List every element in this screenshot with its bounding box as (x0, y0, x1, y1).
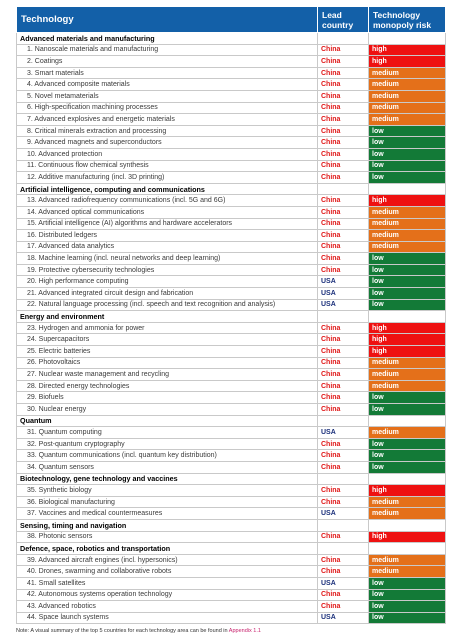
technology-name: 13. Advanced radiofrequency communications (incl. 5G and 6G) (17, 195, 318, 207)
section-empty-cell (318, 415, 369, 427)
lead-country: China (318, 392, 369, 404)
monopoly-risk-badge: low (369, 276, 446, 288)
lead-country: China (318, 346, 369, 358)
section-empty-cell (318, 311, 369, 323)
lead-country: China (318, 461, 369, 473)
monopoly-risk-badge: medium (369, 206, 446, 218)
section-title: Sensing, timing and navigation (17, 519, 318, 531)
table-row (17, 288, 446, 300)
section-row (17, 473, 446, 485)
lead-country: China (318, 125, 369, 137)
footnote-text: Note: A visual summary of the top 5 countries for each technology area can be found in (16, 628, 229, 634)
section-empty-cell (369, 183, 446, 195)
monopoly-risk-badge: medium (369, 230, 446, 242)
table-row (17, 589, 446, 601)
monopoly-risk-badge: high (369, 195, 446, 207)
technology-name: 5. Novel metamaterials (17, 90, 318, 102)
table-row (17, 601, 446, 613)
monopoly-risk-badge: low (369, 172, 446, 184)
monopoly-risk-badge: medium (369, 79, 446, 91)
technology-name: 6. High-specification machining processes (17, 102, 318, 114)
technology-name: 3. Smart materials (17, 67, 318, 79)
lead-country: China (318, 589, 369, 601)
monopoly-risk-badge: medium (369, 241, 446, 253)
section-empty-cell (318, 473, 369, 485)
table-row (17, 346, 446, 358)
section-row (17, 33, 446, 45)
lead-country: China (318, 206, 369, 218)
table-row (17, 322, 446, 334)
monopoly-risk-badge: low (369, 253, 446, 265)
table-row (17, 56, 446, 68)
monopoly-risk-badge: medium (369, 67, 446, 79)
table-row (17, 369, 446, 381)
monopoly-risk-badge: medium (369, 566, 446, 578)
table-row (17, 160, 446, 172)
table-row (17, 531, 446, 543)
lead-country: China (318, 485, 369, 497)
lead-country: China (318, 369, 369, 381)
lead-country: China (318, 172, 369, 184)
table-row (17, 380, 446, 392)
table-row (17, 438, 446, 450)
technology-name: 23. Hydrogen and ammonia for power (17, 322, 318, 334)
table-row (17, 392, 446, 404)
technology-name: 7. Advanced explosives and energetic materials (17, 114, 318, 126)
technology-name: 1. Nanoscale materials and manufacturing (17, 44, 318, 56)
table-row (17, 195, 446, 207)
table-row (17, 554, 446, 566)
monopoly-risk-badge: high (369, 322, 446, 334)
technology-name: 20. High performance computing (17, 276, 318, 288)
table-row (17, 148, 446, 160)
table-row (17, 276, 446, 288)
monopoly-risk-badge: medium (369, 357, 446, 369)
table-row (17, 241, 446, 253)
table-body (17, 33, 446, 624)
table-row (17, 264, 446, 276)
technology-name: 44. Space launch systems (17, 612, 318, 624)
monopoly-risk-badge: medium (369, 218, 446, 230)
technology-name: 25. Electric batteries (17, 346, 318, 358)
monopoly-risk-badge: low (369, 148, 446, 160)
monopoly-risk-badge: low (369, 404, 446, 416)
lead-country: China (318, 241, 369, 253)
monopoly-risk-badge: low (369, 160, 446, 172)
monopoly-risk-badge: low (369, 461, 446, 473)
section-empty-cell (369, 415, 446, 427)
table-row (17, 427, 446, 439)
section-empty-cell (318, 33, 369, 45)
monopoly-risk-badge: medium (369, 369, 446, 381)
section-empty-cell (318, 183, 369, 195)
technology-name: 42. Autonomous systems operation technology (17, 589, 318, 601)
lead-country: China (318, 601, 369, 613)
technology-name: 16. Distributed ledgers (17, 230, 318, 242)
table-row (17, 206, 446, 218)
lead-country: USA (318, 427, 369, 439)
lead-country: China (318, 404, 369, 416)
section-empty-cell (369, 543, 446, 555)
table-row (17, 90, 446, 102)
monopoly-risk-badge: low (369, 577, 446, 589)
monopoly-risk-badge: low (369, 612, 446, 624)
monopoly-risk-badge: high (369, 531, 446, 543)
lead-country: China (318, 334, 369, 346)
technology-name: 11. Continuous flow chemical synthesis (17, 160, 318, 172)
lead-country: China (318, 56, 369, 68)
table-row (17, 79, 446, 91)
monopoly-risk-badge: low (369, 438, 446, 450)
lead-country: China (318, 264, 369, 276)
technology-name: 30. Nuclear energy (17, 404, 318, 416)
technology-name: 34. Quantum sensors (17, 461, 318, 473)
lead-country: China (318, 67, 369, 79)
monopoly-risk-badge: medium (369, 427, 446, 439)
technology-name: 21. Advanced integrated circuit design and fabrication (17, 288, 318, 300)
monopoly-risk-badge: medium (369, 102, 446, 114)
monopoly-risk-badge: low (369, 264, 446, 276)
table-row (17, 125, 446, 137)
technology-name: 15. Artificial intelligence (AI) algorithms and hardware accelerators (17, 218, 318, 230)
technology-name: 8. Critical minerals extraction and processing (17, 125, 318, 137)
table-row (17, 114, 446, 126)
monopoly-risk-badge: medium (369, 380, 446, 392)
table-row (17, 102, 446, 114)
lead-country: USA (318, 299, 369, 311)
monopoly-risk-badge: high (369, 56, 446, 68)
technology-name: 4. Advanced composite materials (17, 79, 318, 91)
table-row (17, 485, 446, 497)
technology-name: 19. Protective cybersecurity technologies (17, 264, 318, 276)
section-title: Quantum (17, 415, 318, 427)
technology-name: 38. Photonic sensors (17, 531, 318, 543)
technology-name: 12. Additive manufacturing (incl. 3D printing) (17, 172, 318, 184)
lead-country: China (318, 554, 369, 566)
lead-country: USA (318, 612, 369, 624)
lead-country: China (318, 566, 369, 578)
lead-country: China (318, 137, 369, 149)
header-monopoly-risk: Technology monopoly risk (369, 7, 446, 33)
technology-name: 10. Advanced protection (17, 148, 318, 160)
table-row (17, 172, 446, 184)
lead-country: USA (318, 508, 369, 520)
monopoly-risk-badge: low (369, 125, 446, 137)
lead-country: China (318, 531, 369, 543)
technology-name: 39. Advanced aircraft engines (incl. hypersonics) (17, 554, 318, 566)
technology-name: 36. Biological manufacturing (17, 496, 318, 508)
lead-country: China (318, 496, 369, 508)
section-empty-cell (318, 543, 369, 555)
technology-table (16, 6, 446, 624)
table-row (17, 496, 446, 508)
monopoly-risk-badge: low (369, 299, 446, 311)
section-title: Defence, space, robotics and transportation (17, 543, 318, 555)
table-row (17, 334, 446, 346)
monopoly-risk-badge: low (369, 589, 446, 601)
technology-name: 28. Directed energy technologies (17, 380, 318, 392)
technology-name: 9. Advanced magnets and superconductors (17, 137, 318, 149)
technology-name: 14. Advanced optical communications (17, 206, 318, 218)
monopoly-risk-badge: low (369, 601, 446, 613)
lead-country: China (318, 195, 369, 207)
monopoly-risk-badge: high (369, 44, 446, 56)
lead-country: China (318, 90, 369, 102)
technology-name: 2. Coatings (17, 56, 318, 68)
lead-country: China (318, 357, 369, 369)
technology-name: 18. Machine learning (incl. neural networks and deep learning) (17, 253, 318, 265)
lead-country: China (318, 160, 369, 172)
lead-country: China (318, 114, 369, 126)
technology-name: 26. Photovoltaics (17, 357, 318, 369)
table-row (17, 404, 446, 416)
section-title: Biotechnology, gene technology and vaccines (17, 473, 318, 485)
lead-country: China (318, 148, 369, 160)
table-row (17, 612, 446, 624)
section-row (17, 183, 446, 195)
appendix-link[interactable]: Appendix 1.1 (228, 628, 261, 634)
lead-country: China (318, 44, 369, 56)
lead-country: China (318, 253, 369, 265)
monopoly-risk-badge: high (369, 334, 446, 346)
monopoly-risk-badge: low (369, 450, 446, 462)
lead-country: USA (318, 577, 369, 589)
technology-name: 17. Advanced data analytics (17, 241, 318, 253)
section-empty-cell (369, 473, 446, 485)
section-row (17, 519, 446, 531)
technology-name: 27. Nuclear waste management and recycling (17, 369, 318, 381)
technology-name: 41. Small satellites (17, 577, 318, 589)
technology-name: 33. Quantum communications (incl. quantum key distribution) (17, 450, 318, 462)
technology-name: 37. Vaccines and medical countermeasures (17, 508, 318, 520)
section-empty-cell (318, 519, 369, 531)
technology-name: 32. Post-quantum cryptography (17, 438, 318, 450)
table-row (17, 577, 446, 589)
table-row (17, 461, 446, 473)
technology-name: 35. Synthetic biology (17, 485, 318, 497)
section-title: Advanced materials and manufacturing (17, 33, 318, 45)
monopoly-risk-badge: medium (369, 90, 446, 102)
lead-country: China (318, 218, 369, 230)
table-row (17, 357, 446, 369)
monopoly-risk-badge: low (369, 288, 446, 300)
technology-name: 29. Biofuels (17, 392, 318, 404)
section-empty-cell (369, 33, 446, 45)
technology-name: 31. Quantum computing (17, 427, 318, 439)
lead-country: China (318, 79, 369, 91)
lead-country: USA (318, 288, 369, 300)
table-row (17, 566, 446, 578)
technology-name: 40. Drones, swarming and collaborative robots (17, 566, 318, 578)
table-row (17, 253, 446, 265)
monopoly-risk-badge: low (369, 137, 446, 149)
header-lead-country: Lead country (318, 7, 369, 33)
table-row (17, 137, 446, 149)
technology-name: 22. Natural language processing (incl. speech and text recognition and analysis) (17, 299, 318, 311)
monopoly-risk-badge: medium (369, 114, 446, 126)
section-empty-cell (369, 311, 446, 323)
monopoly-risk-badge: medium (369, 554, 446, 566)
technology-name: 24. Supercapacitors (17, 334, 318, 346)
monopoly-risk-badge: high (369, 346, 446, 358)
lead-country: China (318, 450, 369, 462)
section-row (17, 311, 446, 323)
table-header (17, 7, 446, 33)
lead-country: China (318, 322, 369, 334)
table-row (17, 299, 446, 311)
table-row (17, 230, 446, 242)
monopoly-risk-badge: low (369, 392, 446, 404)
table-row (17, 44, 446, 56)
footnote (16, 628, 261, 634)
technology-name: 43. Advanced robotics (17, 601, 318, 613)
section-title: Artificial intelligence, computing and communications (17, 183, 318, 195)
table-row (17, 218, 446, 230)
lead-country: USA (318, 276, 369, 288)
table-row (17, 67, 446, 79)
lead-country: China (318, 230, 369, 242)
table-row (17, 450, 446, 462)
lead-country: China (318, 102, 369, 114)
section-row (17, 415, 446, 427)
monopoly-risk-badge: high (369, 485, 446, 497)
section-empty-cell (369, 519, 446, 531)
section-title: Energy and environment (17, 311, 318, 323)
monopoly-risk-badge: medium (369, 508, 446, 520)
lead-country: China (318, 380, 369, 392)
header-technology: Technology (17, 7, 318, 33)
section-row (17, 543, 446, 555)
table-row (17, 508, 446, 520)
lead-country: China (318, 438, 369, 450)
monopoly-risk-badge: medium (369, 496, 446, 508)
